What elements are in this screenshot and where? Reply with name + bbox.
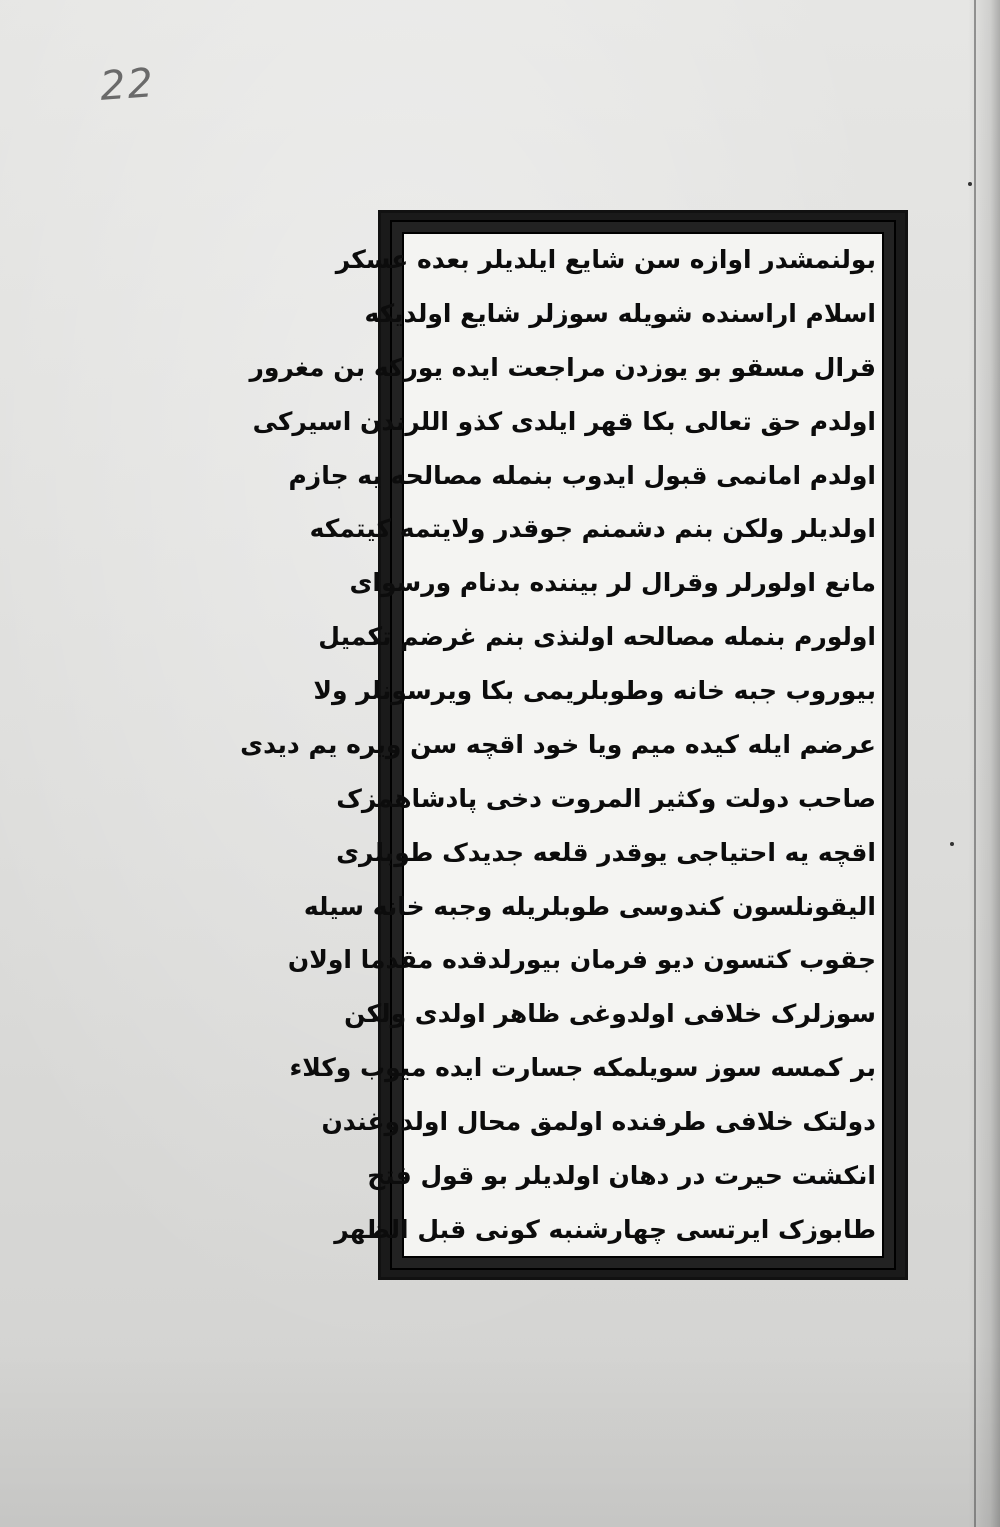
manuscript-line: طابوزک ایرتسی چهارشنبه کونی قبل الظهر	[334, 1214, 876, 1244]
manuscript-line: اولدیلر ولکن بنم دشمنم جوقدر ولایتمه کیتمکه	[309, 514, 876, 544]
manuscript-line: انکشت حیرت در دهان اولدیلر بو قول فتح	[367, 1160, 876, 1190]
manuscript-line: اولدم حق تعالی بکا قهر ایلدی کذو اللرندن اسیرکی	[252, 406, 876, 436]
manuscript-line: قرال مسقو بو یوزدن مراجعت ایده یورکه بن مغرور	[249, 352, 876, 382]
manuscript-line: بر کمسه سوز سویلمکه جسارت ایده میوب وکلاء	[289, 1053, 876, 1083]
page-speck	[950, 842, 954, 846]
manuscript-text-block	[240, 238, 876, 1252]
manuscript-line: بولنمشدر اوازه سن شایع ایلدیلر بعده عسکر	[335, 245, 876, 274]
manuscript-line: اقچه یه احتیاجی یوقدر قلعه جدیدک طوبلری	[336, 837, 876, 867]
manuscript-line: اولدم امانمی قبول ایدوب بنمله مصالحه یه جازم	[288, 460, 876, 490]
manuscript-line: اولورم بنمله مصالحه اولنذی بنم غرضم تکمیل	[318, 622, 876, 652]
page-shadow	[0, 1340, 1000, 1527]
manuscript-line: جقوب کتسون دیو فرمان بیورلدقده مقدما اولان	[287, 945, 876, 975]
manuscript-line: اسلام اراسنده شویله سوزلر شایع اولدیکه	[364, 298, 876, 328]
manuscript-line: عرضم ایله کیده میم ویا خود اقچه سن ویره یم دیدی	[240, 729, 876, 759]
binding-edge	[974, 0, 976, 1527]
manuscript-line: صاحب دولت وکثیر المروت دخی پادشاهمزک	[336, 783, 876, 813]
manuscript-line: بیوروب جبه خانه وطوبلریمی بکا ویرسونلر ولا	[313, 676, 876, 705]
page-speck	[968, 182, 972, 186]
folio-number: 22	[98, 60, 157, 110]
manuscript-line: سوزلرک خلافی اولدوغی ظاهر اولدی ولکن	[344, 999, 876, 1029]
binding-shadow	[968, 0, 1000, 1527]
manuscript-line: الیقونلسون کندوسی طوبلریله وجبه خانه سیله	[303, 891, 876, 921]
manuscript-line: مانع اولورلر وقرال لر بیننده بدنام ورسوای	[349, 568, 876, 598]
manuscript-line: دولتک خلافی طرفنده اولمق محال اولدوغندن	[321, 1107, 876, 1136]
